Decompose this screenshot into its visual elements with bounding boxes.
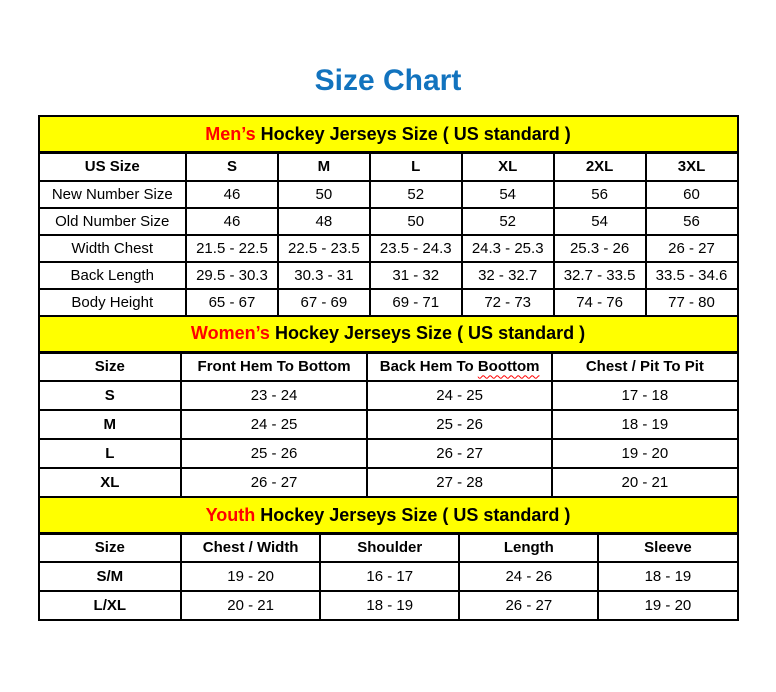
men-size-table <box>38 115 739 317</box>
back-hem-typo-text: Boottom <box>477 358 540 376</box>
youth-header-length: Length <box>459 534 598 562</box>
women-header-back-hem <box>367 352 552 381</box>
back-hem-text: Back Hem To <box>379 358 478 376</box>
table-cell: 33.5 - 34.6 <box>646 262 738 289</box>
table-cell: 19 - 20 <box>598 591 737 620</box>
table-cell: 26 - 27 <box>459 591 598 620</box>
youth-header-shoulder: Shoulder <box>320 534 459 562</box>
youth-header-sleeve: Sleeve <box>598 534 737 562</box>
men-header-xl: XL <box>462 153 554 181</box>
table-cell: 60 <box>646 181 738 208</box>
table-cell: 32 - 32.7 <box>462 262 554 289</box>
youth-size-table <box>38 496 739 621</box>
table-cell: 56 <box>554 181 646 208</box>
table-cell: 19 - 20 <box>552 439 737 468</box>
table-cell: 54 <box>554 208 646 235</box>
table-cell: 26 - 27 <box>646 235 738 262</box>
youth-heading-rest-text: Hockey Jerseys Size ( US standard ) <box>255 504 571 525</box>
table-cell: 52 <box>370 181 462 208</box>
women-header-front-hem: Front Hem To Bottom <box>181 352 367 381</box>
row-label: S <box>39 381 182 410</box>
table-cell: 26 - 27 <box>367 439 552 468</box>
table-cell: 25 - 26 <box>367 410 552 439</box>
women-heading-rest-text: Hockey Jerseys Size ( US standard ) <box>269 323 586 343</box>
table-cell: 18 - 19 <box>598 562 737 591</box>
table-cell: 77 - 80 <box>646 289 738 316</box>
men-row-back-length <box>39 262 738 289</box>
women-section-heading-row <box>39 316 738 353</box>
table-cell: 48 <box>278 208 370 235</box>
table-cell: 23 - 24 <box>181 381 367 410</box>
table-cell: 30.3 - 31 <box>278 262 370 289</box>
table-cell: 67 - 69 <box>278 289 370 316</box>
table-cell: 46 <box>186 181 278 208</box>
men-header-s: S <box>186 153 278 181</box>
men-heading-red-text: Men’s <box>205 123 256 144</box>
men-header-m: M <box>278 153 370 181</box>
table-cell: 24 - 26 <box>459 562 598 591</box>
men-row-body-height <box>39 289 738 316</box>
men-heading-rest-text: Hockey Jerseys Size ( US standard ) <box>255 123 571 144</box>
row-label: XL <box>39 468 182 497</box>
women-header-row <box>39 352 738 381</box>
table-cell: 54 <box>462 181 554 208</box>
row-label: M <box>39 410 182 439</box>
women-header-chest: Chest / Pit To Pit <box>552 352 737 381</box>
table-cell: 27 - 28 <box>367 468 552 497</box>
table-cell: 18 - 19 <box>552 410 737 439</box>
size-tables-container <box>38 115 739 621</box>
table-cell: 50 <box>278 181 370 208</box>
table-cell: 19 - 20 <box>181 562 320 591</box>
men-section-heading-row <box>39 116 738 153</box>
table-cell: 24.3 - 25.3 <box>462 235 554 262</box>
row-label: L/XL <box>39 591 182 620</box>
women-section-heading <box>39 316 738 353</box>
table-cell: 23.5 - 24.3 <box>370 235 462 262</box>
men-row-new-number-size <box>39 181 738 208</box>
men-header-3xl: 3XL <box>646 153 738 181</box>
table-cell: 24 - 25 <box>367 381 552 410</box>
women-row-s <box>39 381 738 410</box>
table-cell: 16 - 17 <box>320 562 459 591</box>
men-header-l: L <box>370 153 462 181</box>
women-row-xl <box>39 468 738 497</box>
men-row-old-number-size <box>39 208 738 235</box>
women-row-l <box>39 439 738 468</box>
youth-header-row <box>39 534 738 562</box>
women-row-m <box>39 410 738 439</box>
table-cell: 72 - 73 <box>462 289 554 316</box>
page-title: Size Chart <box>314 64 462 97</box>
table-cell: 18 - 19 <box>320 591 459 620</box>
table-cell: 56 <box>646 208 738 235</box>
women-header-size: Size <box>39 352 182 381</box>
table-cell: 24 - 25 <box>181 410 367 439</box>
men-section-heading <box>39 116 738 153</box>
table-cell: 29.5 - 30.3 <box>186 262 278 289</box>
youth-heading-red-text: Youth <box>205 504 256 525</box>
table-cell: 74 - 76 <box>554 289 646 316</box>
table-cell: 52 <box>462 208 554 235</box>
table-cell: 26 - 27 <box>181 468 367 497</box>
table-cell: 50 <box>370 208 462 235</box>
row-label: New Number Size <box>39 181 187 208</box>
table-cell: 65 - 67 <box>186 289 278 316</box>
table-cell: 21.5 - 22.5 <box>186 235 278 262</box>
men-row-width-chest <box>39 235 738 262</box>
row-label: Body Height <box>39 289 187 316</box>
youth-row-sm <box>39 562 738 591</box>
youth-section-heading <box>39 497 738 534</box>
youth-header-chest-width: Chest / Width <box>181 534 320 562</box>
youth-section-heading-row <box>39 497 738 534</box>
youth-header-size: Size <box>39 534 182 562</box>
table-cell: 20 - 21 <box>552 468 737 497</box>
women-size-table <box>38 315 739 499</box>
youth-row-lxl <box>39 591 738 620</box>
table-cell: 46 <box>186 208 278 235</box>
table-cell: 20 - 21 <box>181 591 320 620</box>
row-label: S/M <box>39 562 182 591</box>
row-label: L <box>39 439 182 468</box>
table-cell: 22.5 - 23.5 <box>278 235 370 262</box>
table-cell: 17 - 18 <box>552 381 737 410</box>
row-label: Width Chest <box>39 235 187 262</box>
row-label: Old Number Size <box>39 208 187 235</box>
table-cell: 32.7 - 33.5 <box>554 262 646 289</box>
table-cell: 31 - 32 <box>370 262 462 289</box>
men-header-row <box>39 153 738 181</box>
men-header-2xl: 2XL <box>554 153 646 181</box>
men-header-us-size: US Size <box>39 153 187 181</box>
table-cell: 25 - 26 <box>181 439 367 468</box>
women-heading-red-text: Women’s <box>190 323 270 343</box>
table-cell: 69 - 71 <box>370 289 462 316</box>
table-cell: 25.3 - 26 <box>554 235 646 262</box>
row-label: Back Length <box>39 262 187 289</box>
